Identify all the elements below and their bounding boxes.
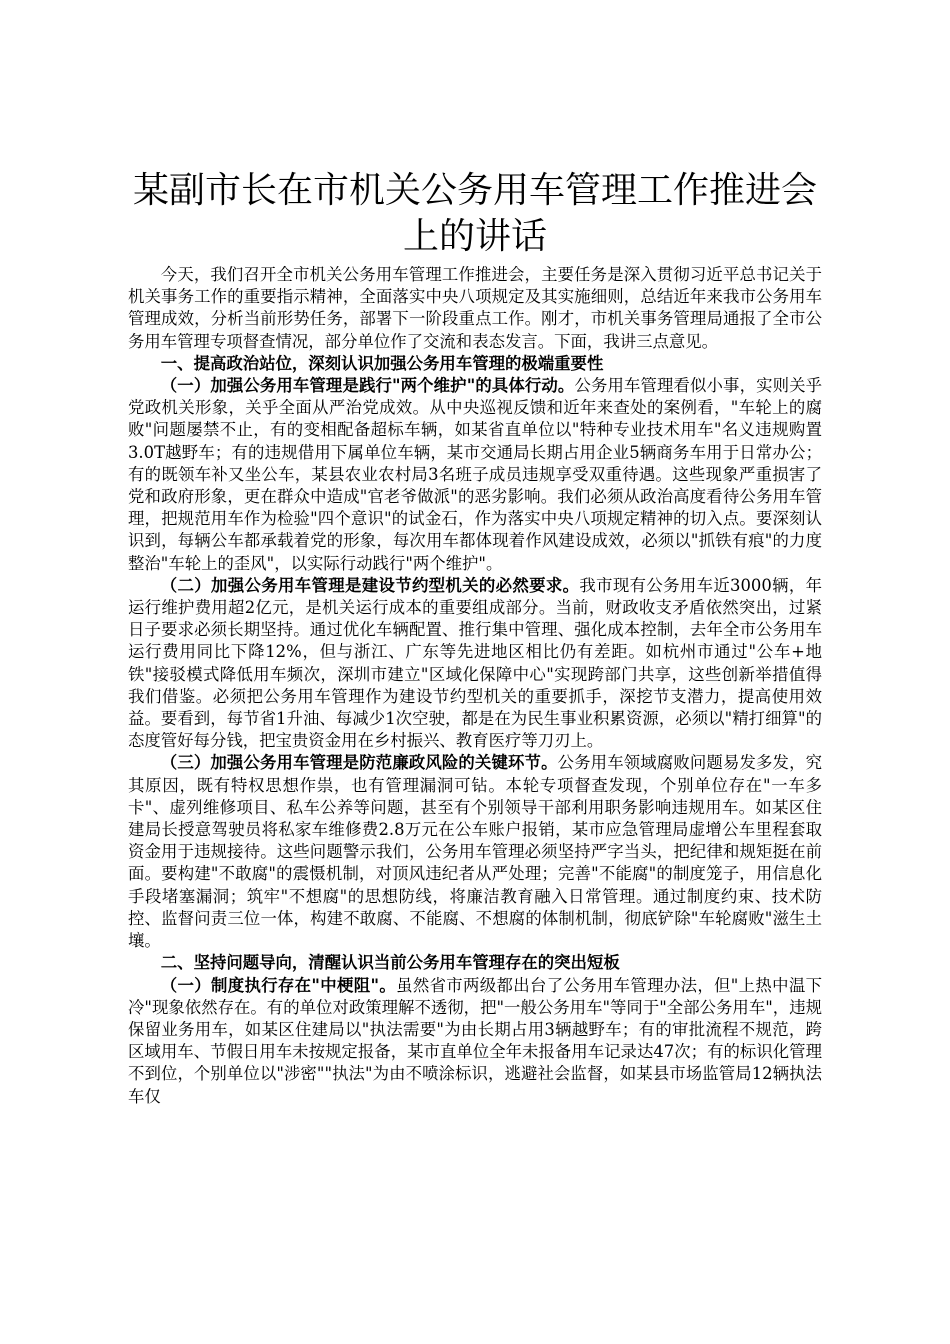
section-1-paragraph-2 [128,575,822,753]
paragraph-lead: （三）加强公务用车管理是防范廉政风险的关键环节。 [160,753,558,773]
paragraph-body: 公务用车领域腐败问题易发多发，究其原因，既有特权思想作祟，也有管理漏洞可钻。本轮专项督查发现，个别单位存在"一车多卡"、虚列维修项目、私车公养等问题，甚至有个别领导干部利用职务影响违规用车。如某区住建局长授意驾驶员将私家车维修费2.8万元在公车账户报销，某市应急管理局虚增公车里程套取资金用于违规接待。这些问题警示我们，公务用车管理必须坚持严字当头，把纪律和规矩挺在前面。要构建"不敢腐"的震慑机制，对顶风违纪者从严处理；完善"不能腐"的制度笼子，用信息化手段堵塞漏洞；筑牢"不想腐"的思想防线，将廉洁教育融入日常管理。通过制度约束、技术防控、监督问责三位一体，构建不敢腐、不能腐、不想腐的体制机制，彻底铲除"车轮腐败"滋生土壤。 [128,753,823,951]
section-2-paragraph-1 [128,975,822,1108]
paragraph-lead: （二）加强公务用车管理是建设节约型机关的必然要求。 [160,575,580,595]
section-1-heading: 一、提高政治站位，深刻认识加强公务用车管理的极端重要性 [160,353,604,373]
section-1-paragraph-3 [128,752,822,952]
paragraph-lead: （一）加强公务用车管理是践行"两个维护"的具体行动。 [160,376,575,396]
paragraph-body: 公务用车管理看似小事，实则关乎党政机关形象，关乎全面从严治党成效。从中央巡视反馈和近年来查处的案例看，"车轮上的腐败"问题屡禁不止，有的变相配备超标车辆，如某省直单位以"特种专业技术用车"名义违规购置3.0T越野车；有的违规借用下属单位车辆，某市交通局长期占用企业5辆商务车用于日常办公；有的既领车补又坐公车，某县农业农村局3名班子成员违规享受双重待遇。这些现象严重损害了党和政府形象，更在群众中造成"官老爷做派"的恶劣影响。我们必须从政治高度看待公务用车管理，把规范用车作为检验"四个意识"的试金石，作为落实中央八项规定精神的切入点。要深刻认识到，每辆公车都承载着党的形象，每次用车都体现着作风建设成效，必须以"抓铁有痕"的力度整治"车轮上的歪风"，以实际行动践行"两个维护"。 [128,376,823,573]
intro-paragraph: 今天，我们召开全市机关公务用车管理工作推进会，主要任务是深入贯彻习近平总书记关于机关事务工作的重要指示精神，全面落实中央八项规定及其实施细则，总结近年来我市公务用车管理成效，分析当前形势任务，部署下一阶段重点工作。刚才，市机关事务管理局通报了全市公务用车管理专项督查情况，部分单位作了交流和表态发言。下面，我讲三点意见。 [128,265,822,351]
section-1-paragraph-1 [128,375,822,575]
section-2-heading: 二、坚持问题导向，清醒认识当前公务用车管理存在的突出短板 [160,953,620,973]
document-page [128,168,822,1108]
paragraph-body: 虽然省市两级都出台了公务用车管理办法，但"上热中温下冷"现象依然存在。有的单位对政策理解不透彻，把"一般公务用车"等同于"全部公务用车"，违规保留业务用车，如某区住建局以"执法需要"为由长期占用3辆越野车；有的审批流程不规范，跨区域用车、节假日用车未按规定报备，某市直单位全年未报备用车记录达47次；有的标识化管理不到位，个别单位以"涉密""执法"为由不喷涂标识，逃避社会监督，如某县市场监管局12辆执法车仅 [128,975,822,1106]
document-title: 某副市长在市机关公务用车管理工作推进会上的讲话 [132,170,817,257]
paragraph-lead: （一）制度执行存在"中梗阻"。 [160,975,397,995]
paragraph-body: 我市现有公务用车近3000辆，年运行维护费用超2亿元，是机关运行成本的重要组成部分。当前，财政收支矛盾依然突出，过紧日子要求必须长期坚持。通过优化车辆配置、推行集中管理、强化成本控制，去年全市公务用车运行费用同比下降12%，但与浙江、广东等先进地区相比仍有差距。如杭州市通过"公车+地铁"接驳模式降低用车频次，深圳市建立"区域化保障中心"实现跨部门共享，这些创新举措值得我们借鉴。必须把公务用车管理作为建设节约型机关的重要抓手，深挖节支潜力，提高使用效益。要看到，每节省1升油、每减少1次空驶，都是在为民生事业积累资源，必须以"精打细算"的态度管好每分钱，把宝贵资金用在乡村振兴、教育医疗等刀刃上。 [128,575,823,751]
